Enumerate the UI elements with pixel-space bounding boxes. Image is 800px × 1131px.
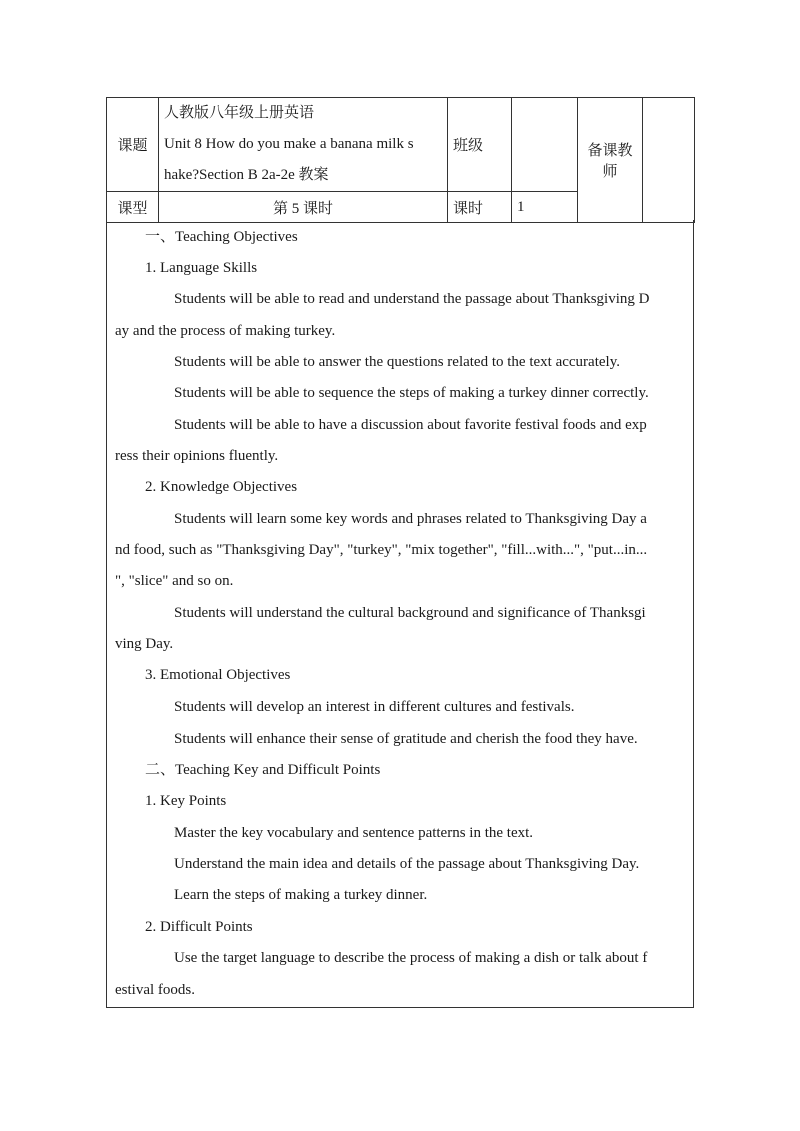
language-skill-1-line-2: ay and the process of making turkey.	[115, 323, 336, 339]
section-2-heading: 二、Teaching Key and Difficult Points	[145, 762, 381, 778]
topic-line-1: 人教版八年级上册英语	[164, 105, 315, 121]
hours-label: 课时	[448, 192, 512, 223]
knowledge-1-line-2: nd food, such as "Thanksgiving Day", "turkey", "mix together", "fill...with...", "put...in...	[115, 542, 648, 558]
emotional-2: Students will enhance their sense of gratitude and cherish the food they have.	[174, 731, 638, 747]
knowledge-2-line-2: ving Day.	[115, 636, 174, 652]
topic-label: 课题	[107, 98, 159, 192]
lesson-header-table	[106, 97, 695, 223]
class-value	[512, 98, 578, 192]
hours-value: 1	[512, 192, 578, 223]
key-point-2: Understand the main idea and details of the passage about Thanksgiving Day.	[174, 856, 640, 872]
difficult-point-1-line-1: Use the target language to describe the process of making a dish or talk about f	[174, 950, 648, 966]
subsection-knowledge-objectives: 2. Knowledge Objectives	[145, 479, 298, 495]
subsection-language-skills: 1. Language Skills	[145, 260, 258, 276]
subsection-emotional-objectives: 3. Emotional Objectives	[145, 667, 291, 683]
topic-value	[159, 98, 448, 192]
topic-line-2: Unit 8 How do you make a banana milk s	[164, 136, 414, 152]
language-skill-2: Students will be able to answer the questions related to the text accurately.	[174, 354, 620, 370]
header-row-topic	[107, 98, 695, 192]
type-value: 第 5 课时	[159, 192, 448, 223]
section-1-heading: 一、Teaching Objectives	[145, 229, 298, 245]
topic-line-3: hake?Section B 2a-2e 教案	[164, 167, 329, 183]
key-point-3: Learn the steps of making a turkey dinner.	[174, 887, 428, 903]
teacher-value	[643, 98, 695, 223]
emotional-1: Students will develop an interest in different cultures and festivals.	[174, 699, 575, 715]
knowledge-1-line-3: ", "slice" and so on.	[115, 573, 234, 589]
language-skill-3: Students will be able to sequence the steps of making a turkey dinner correctly.	[174, 385, 649, 401]
knowledge-2-line-1: Students will understand the cultural background and significance of Thanksgi	[174, 605, 646, 621]
subsection-difficult-points: 2. Difficult Points	[145, 919, 253, 935]
subsection-key-points: 1. Key Points	[145, 793, 227, 809]
difficult-point-1-line-2: estival foods.	[115, 982, 195, 998]
language-skill-4-line-2: ress their opinions fluently.	[115, 448, 279, 464]
class-label: 班级	[448, 98, 512, 192]
language-skill-1-line-1: Students will be able to read and understand the passage about Thanksgiving D	[174, 291, 650, 307]
key-point-1: Master the key vocabulary and sentence patterns in the text.	[174, 825, 534, 841]
knowledge-1-line-1: Students will learn some key words and phrases related to Thanksgiving Day a	[174, 511, 647, 527]
language-skill-4-line-1: Students will be able to have a discussion about favorite festival foods and exp	[174, 417, 647, 433]
teacher-label: 备课教师	[578, 98, 643, 223]
type-label: 课型	[107, 192, 159, 223]
